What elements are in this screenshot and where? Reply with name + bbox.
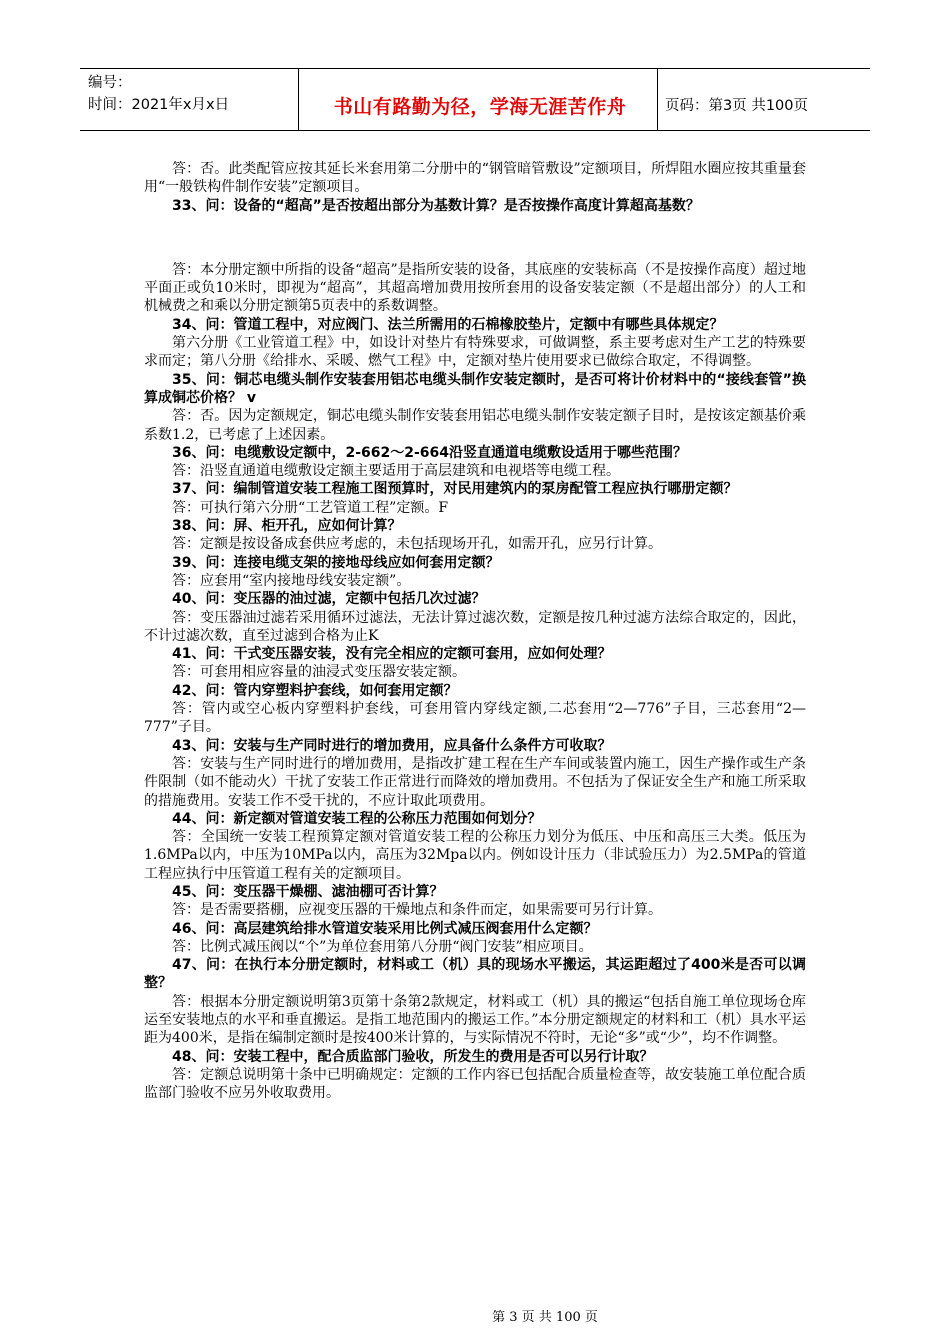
header-top-rule [80, 68, 870, 69]
answer-paragraph: 答：否。因为定额规定，铜芯电缆头制作安装套用铝芯电缆头制作安装定额子目时，是按该定额基价乘系数1.2，已考虑了上述因素。 [144, 408, 806, 443]
header-page-info: 页码：第3页 共100页 [665, 98, 809, 114]
question-paragraph: 37、问：编制管道安装工程施工图预算时，对民用建筑内的泵房配管工程应执行哪册定额？ [172, 481, 738, 498]
question-paragraph: 46、问：高层建筑给排水管道安装采用比例式减压阀套用什么定额？ [172, 920, 598, 937]
question-paragraph: 44、问：新定额对管道安装工程的公称压力范围如何划分？ [172, 810, 542, 827]
answer-paragraph: 答：安装与生产同时进行的增加费用，是指改扩建工程在生产车间或装置内施工，因生产操作或生产条件限制（如不能动火）干扰了安装工作正常进行而降效的增加费用。不包括为了保证安全生产和施工所采取的措施费用。安装工作不受干扰的，不应计取此项费用。 [144, 755, 806, 809]
page-footer [0, 1306, 950, 1325]
answer-paragraph: 答：根据本分册定额说明第3页第十条第2款规定，材料或工（机）具的搬运“包括自施工单位现场仓库运至安装地点的水平和垂直搬运。是指工地范围内的搬运工作。”本分册定额规定的材料和工（机）具水平运距为400米，是指在编制定额时是按400米计算的，与实际情况不符时，无论“多”或“少”，均不作调整。 [144, 993, 806, 1047]
question-paragraph: 48、问：安装工程中，配合质监部门验收，所发生的费用是否可以另行计取？ [172, 1048, 654, 1065]
answer-paragraph: 答：沿竖直通道电缆敷设定额主要适用于高层建筑和电视塔等电缆工程。 [172, 463, 620, 480]
question-paragraph: 35、问：铜芯电缆头制作安装套用铝芯电缆头制作安装定额时，是否可将计价材料中的“接线套管”换算成铜芯价格？ v [144, 371, 806, 406]
question-paragraph: 38、问：屏、柜开孔，应如何计算？ [172, 518, 402, 535]
header-number: 编号： [88, 75, 132, 91]
spacer [144, 229, 806, 247]
answer-paragraph: 答：定额是按设备成套供应考虑的，未包括现场开孔，如需开孔，应另行计算。 [172, 536, 662, 553]
answer-paragraph: 答：定额总说明第十条中已明确规定：定额的工作内容已包括配合质量检查等，故安装施工单位配合质监部门验收不应另外收取费用。 [144, 1066, 806, 1102]
answer-paragraph: 答：变压器油过滤若采用循环过滤法，无法计算过滤次数，定额是按几种过滤方法综合取定的，因此，不计过滤次数，直至过滤到合格为止K [144, 609, 806, 644]
question-paragraph: 41、问：干式变压器安装，没有完全相应的定额可套用，应如何处理？ [172, 646, 612, 663]
answer-paragraph: 答：全国统一安装工程预算定额对管道安装工程的公称压力划分为低压、中压和高压三大类。低压为1.6MPa以内，中压为10MPa以内，高压为32Mpa以内。例如设计压力（非试验压力）为2.5MPa的管道工程应执行中压管道工程有关的定额项目。 [144, 829, 806, 882]
question-paragraph: 39、问：连接电缆支架的接地母线应如何套用定额？ [172, 554, 500, 571]
answer-paragraph: 答：本分册定额中所指的设备“超高”是指所安装的设备，其底座的安装标高（不是按操作高度）超过地平面正或负10米时，即视为“超高”，其超高增加费用按所套用的设备安装定额（不是超出部分）的人工和机械费之和乘以分册定额第5页表中的系数调整。 [144, 261, 806, 315]
document-body [144, 160, 806, 1103]
question-paragraph: 33、问：设备的“超高”是否按超出部分为基数计算？是否按操作高度计算超高基数？ [172, 197, 700, 214]
question-paragraph: 42、问：管内穿塑料护套线，如何套用定额？ [172, 682, 458, 699]
question-paragraph: 40、问：变压器的油过滤，定额中包括几次过滤？ [172, 591, 486, 608]
answer-paragraph: 答：否。此类配管应按其延长米套用第二分册中的“钢管暗管敷设”定额项目，所焊阻水圈应按其重量套用“一般铁构件制作安装”定额项目。 [144, 161, 806, 196]
page-header [80, 66, 870, 136]
question-paragraph: 43、问：安装与生产同时进行的增加费用，应具备什么条件方可收取？ [172, 737, 612, 754]
answer-paragraph: 答：管内或空心板内穿塑料护套线，可套用管内穿线定额,二芯套用“2—776”子目，三芯套用“2—777”子目。 [144, 701, 806, 736]
header-divider-left [298, 68, 299, 130]
answer-paragraph: 答：比例式减压阀以“个”为单位套用第八分册“阀门安装”相应项目。 [172, 938, 593, 955]
footer-page-number: 第 3 页 共 100 页 [492, 1310, 598, 1325]
question-paragraph: 47、问：在执行本分册定额时，材料或工（机）具的现场水平搬运，其运距超过了400米是否可以调整？ [144, 957, 806, 992]
header-motto: 书山有路勤为径，学海无涯苦作舟 [333, 96, 627, 118]
question-paragraph: 45、问：变压器干燥棚、滤油棚可否计算？ [172, 883, 444, 900]
answer-paragraph: 答：可套用相应容量的油浸式变压器安装定额。 [172, 664, 466, 681]
answer-paragraph: 第六分册《工业管道工程》中，如设计对垫片有特殊要求，可做调整，系主要考虑对生产工艺的特殊要求而定；第八分册《给排水、采暖、燃气工程》中，定额对垫片使用要求已做综合取定，不得调整。 [144, 335, 806, 370]
answer-paragraph: 答：应套用“室内接地母线安装定额”。 [172, 572, 411, 589]
header-time: 时间：2021年x月x日 [88, 97, 230, 113]
header-meta [88, 72, 288, 116]
answer-paragraph: 答：是否需要搭棚，应视变压器的干燥地点和条件而定，如果需要可另行计算。 [172, 902, 662, 919]
question-paragraph: 36、问：电缆敷设定额中，2-662～2-664沿竖直通道电缆敷设适用于哪些范围？ [172, 444, 688, 461]
question-paragraph: 34、问：管道工程中，对应阀门、法兰所需用的石棉橡胶垫片，定额中有哪些具体规定？ [172, 316, 724, 333]
header-bottom-rule [80, 130, 870, 131]
header-divider-right [657, 68, 658, 130]
answer-paragraph: 答：可执行第六分册“工艺管道工程”定额。F [172, 499, 449, 516]
